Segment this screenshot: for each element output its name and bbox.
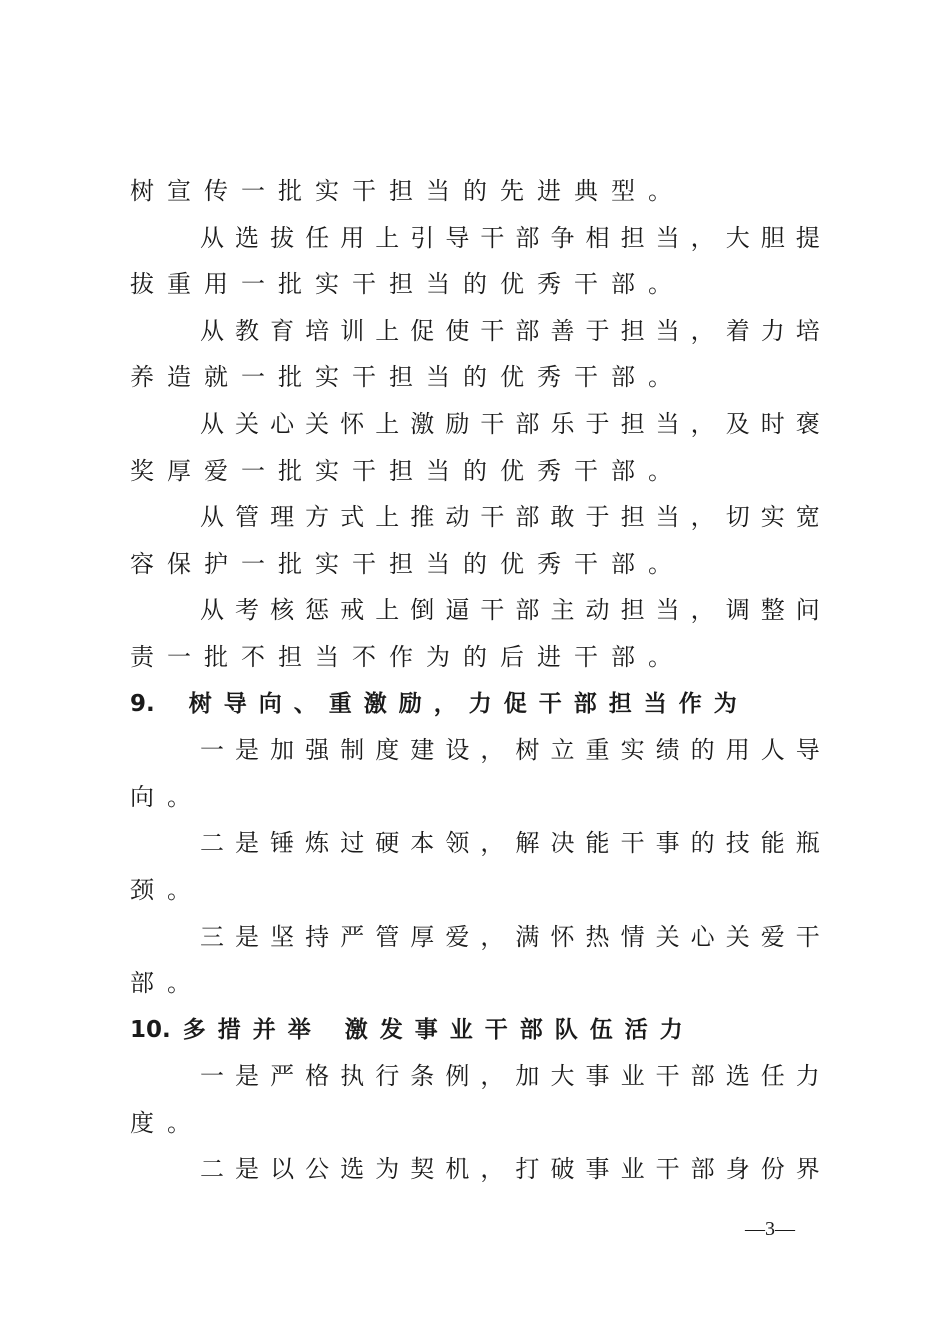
section-heading: 9. 树 导 向 、 重 激 励 ， 力 促 干 部 担 当 作 为 (130, 690, 737, 717)
text-line: 向 。 (130, 782, 191, 811)
text-line: 责 一 批 不 担 当 不 作 为 的 后 进 干 部 。 (130, 642, 672, 671)
text-line: 从 关 心 关 怀 上 激 励 干 部 乐 于 担 当 ， 及 时 褒 (200, 409, 820, 438)
text-line: 一 是 加 强 制 度 建 设 ， 树 立 重 实 绩 的 用 人 导 (200, 736, 820, 765)
text-line: 容 保 护 一 批 实 干 担 当 的 优 秀 干 部 。 (130, 549, 672, 578)
text-line: 从 管 理 方 式 上 推 动 干 部 敢 于 担 当 ， 切 实 宽 (200, 503, 820, 532)
text-line: 二 是 以 公 选 为 契 机 ， 打 破 事 业 干 部 身 份 界 (200, 1155, 820, 1184)
text-line: 度 。 (130, 1108, 191, 1137)
section-heading: 10. 多 措 并 举 激 发 事 业 干 部 队 伍 活 力 (130, 1016, 683, 1043)
text-line: 颈 。 (130, 875, 191, 904)
text-line: 树 宣 传 一 批 实 干 担 当 的 先 进 典 型 。 (130, 177, 672, 205)
text-line: 部 。 (130, 969, 191, 998)
text-line: 养 造 就 一 批 实 干 担 当 的 优 秀 干 部 。 (130, 363, 672, 392)
text-line: 从 考 核 惩 戒 上 倒 逼 干 部 主 动 担 当 ， 调 整 问 (200, 596, 820, 625)
page-number: —3— (745, 1218, 795, 1240)
text-line: 二 是 锤 炼 过 硬 本 领 ， 解 决 能 干 事 的 技 能 瓶 (200, 829, 820, 858)
text-line: 一 是 严 格 执 行 条 例 ， 加 大 事 业 干 部 选 任 力 (200, 1062, 820, 1091)
text-line: 奖 厚 爱 一 批 实 干 担 当 的 优 秀 干 部 。 (130, 456, 672, 485)
body-text (130, 168, 820, 1193)
text-line: 三 是 坚 持 严 管 厚 爱 ， 满 怀 热 情 关 心 关 爱 干 (200, 922, 820, 951)
text-line: 从 选 拔 任 用 上 引 导 干 部 争 相 担 当 ， 大 胆 提 (200, 223, 820, 252)
text-line: 拔 重 用 一 批 实 干 担 当 的 优 秀 干 部 。 (130, 270, 672, 299)
text-line: 从 教 育 培 训 上 促 使 干 部 善 于 担 当 ， 着 力 培 (200, 316, 820, 345)
